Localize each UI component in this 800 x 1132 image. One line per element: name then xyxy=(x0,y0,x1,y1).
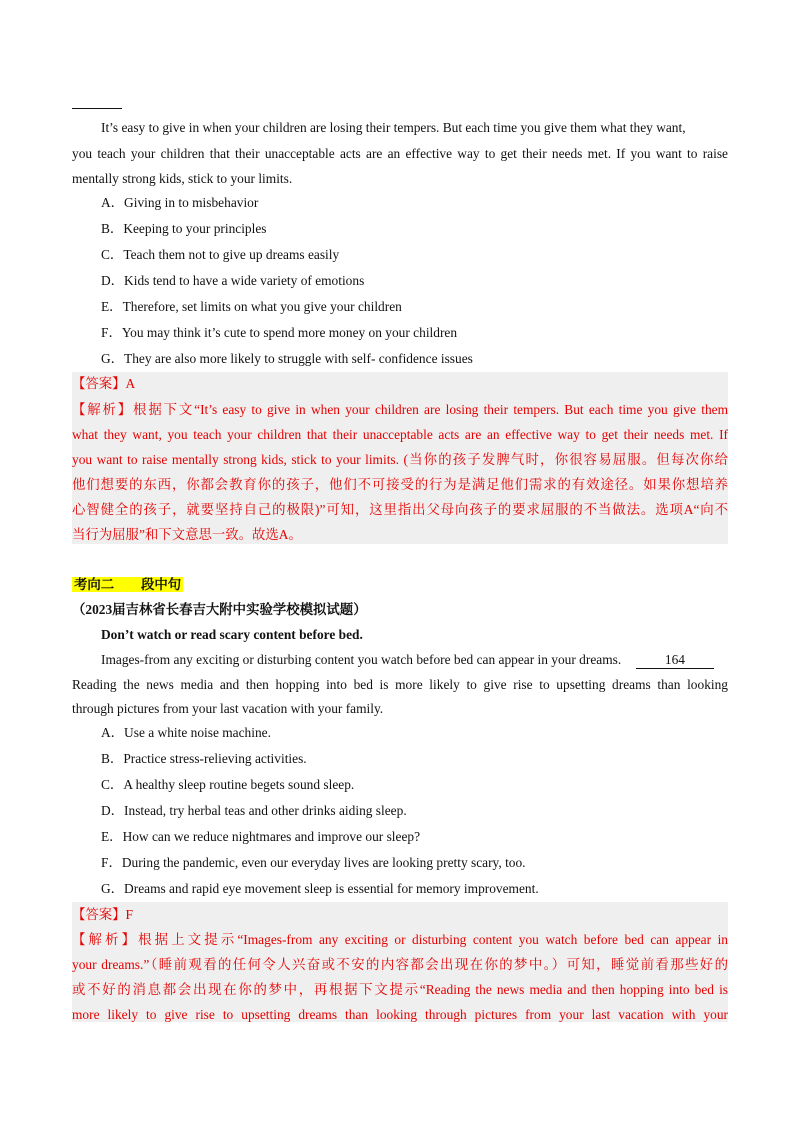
q1-option-b: B．Keeping to your principles xyxy=(101,221,267,236)
passage-title: Don’t watch or read scary content before bed. xyxy=(101,627,363,642)
section-source: （2023届吉林省长春吉大附中实验学校模拟试题） xyxy=(72,602,367,617)
q1-analysis-line-5: 心智健全的孩子，就要坚持自己的极限)”可知，这里指出父母向孩子的要求屈服的不当做法。选项A“向不 xyxy=(72,502,728,517)
q2-option-c: C．A healthy sleep routine begets sound sleep. xyxy=(101,777,355,792)
q1-answer: 【答案】A xyxy=(72,376,136,391)
q2-paragraph-first: Images-from any exciting or disturbing content you watch before bed can appear in your dreams. xyxy=(101,652,622,667)
q1-option-a: A．Giving in to misbehavior xyxy=(101,195,259,210)
q1-paragraph-line-3: mentally strong kids, stick to your limits. xyxy=(72,171,293,186)
q2-analysis-line-4: more likely to give rise to upsetting dreams than looking through pictures from your last vacation with your xyxy=(72,1007,728,1022)
q2-option-a: A．Use a white noise machine. xyxy=(101,725,271,740)
q1-analysis-line-4: 他们想要的东西，你都会教育你的孩子，他们不可接受的行为是满足他们需求的有效途径。如果你想培养 xyxy=(72,477,728,492)
q1-paragraph-line-2: you teach your children that their unacceptable acts are an effective way to get their needs met. If you want to raise xyxy=(72,146,728,161)
q1-analysis-line-1: 【解析】根据下文“It’s easy to give in when your children are losing their tempers. But each time you give them xyxy=(72,402,728,417)
q2-analysis-line-2: your dreams.”（睡前观看的任何令人兴奋或不安的内容都会出现在你的梦中。）可知，睡觉前看那些好的 xyxy=(72,957,728,972)
q1-analysis-line-3: you want to raise mentally strong kids, stick to your limits. (当你的孩子发脾气时，你很容易屈服。但每次你给 xyxy=(72,452,728,467)
q1-paragraph-line-1: It’s easy to give in when your children are losing their tempers. But each time you give them what they want, xyxy=(101,120,686,135)
q2-blank-number: 164 xyxy=(636,652,714,669)
q2-option-g: G．Dreams and rapid eye movement sleep is essential for memory improvement. xyxy=(101,881,539,896)
q1-option-d: D．Kids tend to have a wide variety of emotions xyxy=(101,273,365,288)
q2-option-d: D．Instead, try herbal teas and other drinks aiding sleep. xyxy=(101,803,407,818)
q2-paragraph-line-1 xyxy=(101,652,751,669)
q2-paragraph-line-3: through pictures from your last vacation with your family. xyxy=(72,701,384,716)
q2-analysis-line-1: 【解析】根据上文提示“Images-from any exciting or disturbing content you watch before bed can appear in xyxy=(72,932,728,947)
q2-analysis-line-3: 或不好的消息都会出现在你的梦中，再根据下文提示“Reading the news media and then hopping into bed is xyxy=(72,982,728,997)
q2-option-e: E．How can we reduce nightmares and improve our sleep? xyxy=(101,829,421,844)
q1-option-e: E．Therefore, set limits on what you give your children xyxy=(101,299,402,314)
q1-analysis-line-2: what they want, you teach your children that their unacceptable acts are an effective way to get their needs met. If xyxy=(72,427,728,442)
answer-blank-line xyxy=(72,108,122,109)
section-heading: 考向二 段中句 xyxy=(74,577,182,592)
q2-answer: 【答案】F xyxy=(72,907,134,922)
q2-option-f: F．During the pandemic, even our everyday lives are looking pretty scary, too. xyxy=(101,855,526,870)
q2-option-b: B．Practice stress-relieving activities. xyxy=(101,751,307,766)
q1-option-f: F．You may think it’s cute to spend more money on your children xyxy=(101,325,458,340)
q2-paragraph-line-2: Reading the news media and then hopping into bed is more likely to give rise to upsetting dreams than looking xyxy=(72,677,728,692)
q1-option-g: G．They are also more likely to struggle with self- confidence issues xyxy=(101,351,473,366)
q1-option-c: C．Teach them not to give up dreams easily xyxy=(101,247,340,262)
q1-analysis-line-6: 当行为屈服”和下文意思一致。故选A。 xyxy=(72,527,302,542)
section-heading-wrap xyxy=(72,577,728,593)
